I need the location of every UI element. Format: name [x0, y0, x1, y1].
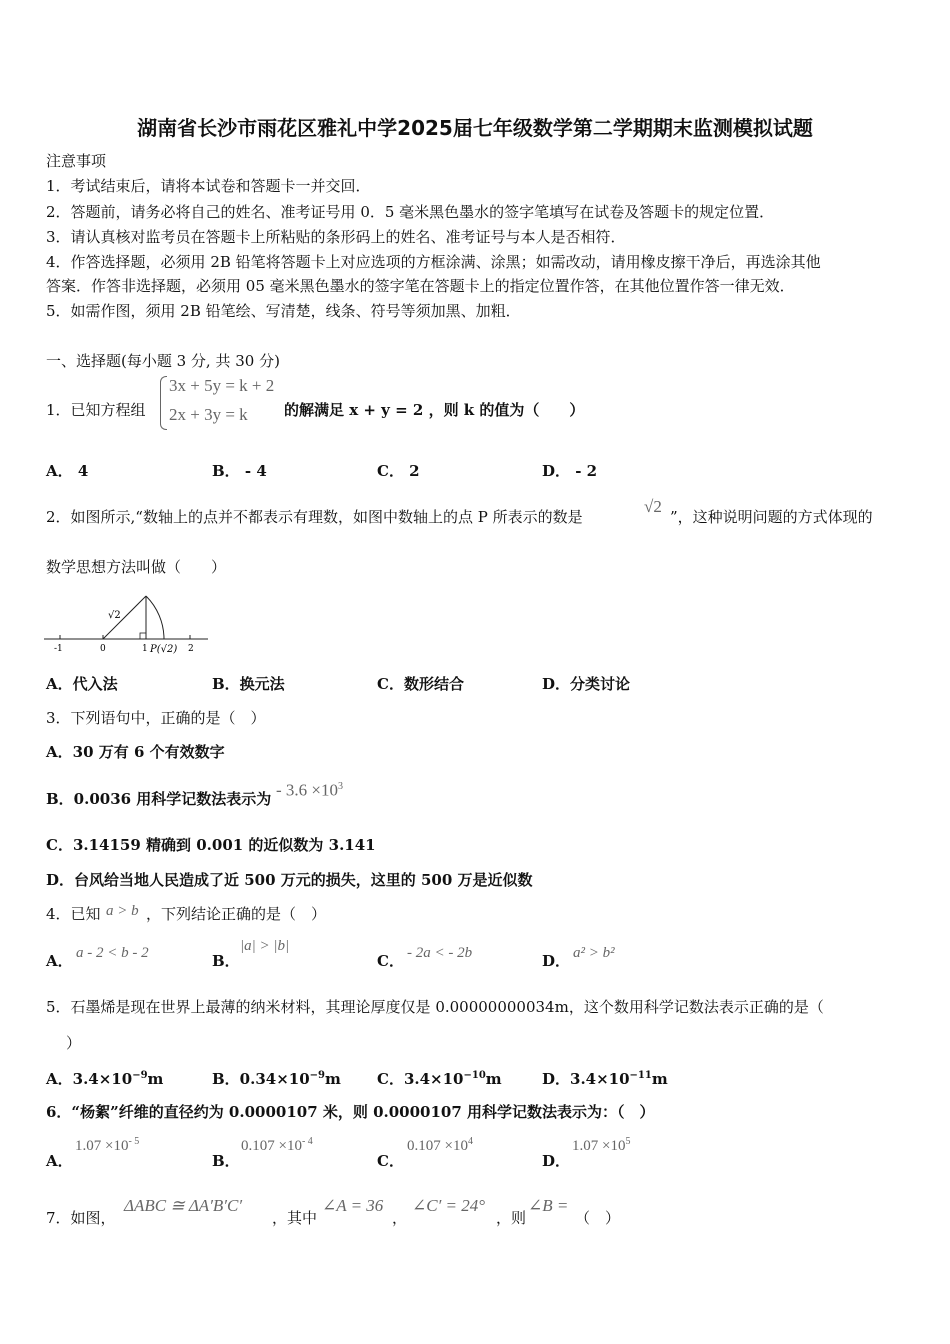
- q2-stem-b: ”，这种说明问题的方式体现的: [670, 508, 873, 526]
- q2-stem-c: 数学思想方法叫做（ ）: [46, 558, 227, 576]
- q1-option-a: A． 4: [46, 462, 89, 480]
- q6-label-d: D．: [542, 1152, 571, 1170]
- q3-stem: 3．下列语句中，正确的是（ ）: [46, 709, 266, 727]
- q7-stem-c: ，则: [496, 1209, 527, 1227]
- q7-sep: ，: [392, 1209, 408, 1227]
- q4-option-b: |a| > |b|: [240, 938, 290, 954]
- q5-option-d: [542, 1068, 668, 1089]
- q3-b-base: - 3.6 ×10: [276, 780, 338, 800]
- q4-label-b: B．: [212, 952, 240, 970]
- q6-d-exp: 5: [625, 1136, 631, 1147]
- point-p-label: P(√2): [150, 644, 178, 655]
- q7-stem-d: （ ）: [575, 1209, 621, 1227]
- q3-option-c: C．3.14159 精确到 0.001 的近似数为 3.141: [46, 836, 376, 854]
- q5-d-unit: m: [651, 1070, 668, 1088]
- q6-b-exp: - 4: [301, 1136, 313, 1147]
- q5-c-exp: −10: [463, 1070, 486, 1081]
- q6-label-b: B．: [212, 1152, 240, 1170]
- q4-option-d: a² > b²: [573, 945, 615, 961]
- q4-stem-a: 4．已知: [46, 905, 101, 923]
- q5-option-a: [46, 1068, 163, 1089]
- q3-b-exp: 3: [338, 781, 343, 792]
- q4-option-c: - 2a < - 2b: [407, 945, 473, 961]
- q1-prefix: 1．已知方程组: [46, 401, 146, 419]
- q7-stem-b: ，其中: [272, 1209, 318, 1227]
- notice-item: 2．答题前，请务必将自己的姓名、准考证号用 0．5 毫米黑色墨水的签字笔填写在试卷及答题卡的规定位置．: [46, 203, 775, 221]
- q5-option-b: [212, 1068, 341, 1089]
- sqrt-label: √2: [108, 610, 121, 621]
- q1-option-b: B． - 4: [212, 462, 267, 480]
- q7-angle-a: ∠A = 36: [322, 1196, 384, 1215]
- q2-option-b: B．换元法: [212, 675, 285, 693]
- q5-stem-a: 5．石墨烯是现在世界上最薄的纳米材料，其理论厚度仅是 0.00000000034m，这个数用科学记数法表示正确的是（: [46, 998, 824, 1016]
- q6-c-base: 0.107 ×10: [407, 1138, 468, 1154]
- q6-stem: 6．“杨絮”纤维的直径约为 0.0000107 米，则 0.0000107 用科学记数法表示为：（ ）: [46, 1103, 655, 1121]
- q2-option-c: C．数形结合: [377, 675, 464, 693]
- right-angle-mark: [140, 633, 146, 639]
- tick-label: -1: [54, 644, 63, 654]
- arc: [146, 596, 164, 639]
- q6-c-exp: 4: [467, 1136, 473, 1147]
- q5-b-label: B．0.34×10: [212, 1070, 310, 1088]
- q4-label-d: D．: [542, 952, 571, 970]
- q5-d-label: D．3.4×10: [542, 1070, 630, 1088]
- q5-option-c: [377, 1068, 502, 1089]
- q1-eq1: 3x + 5y = k + 2: [169, 376, 275, 395]
- q3-option-b: B．0.0036 用科学记数法表示为: [46, 790, 272, 808]
- notice-item: 4．作答选择题，必须用 2B 铅笔将答题卡上对应选项的方框涂满、涂黑；如需改动，请用橡皮擦干净后，再选涂其他: [46, 253, 821, 271]
- section-heading: 一、选择题(每小题 3 分, 共 30 分): [46, 352, 280, 370]
- q5-a-unit: m: [147, 1070, 164, 1088]
- page-title: 湖南省长沙市雨花区雅礼中学2025届七年级数学第二学期期末监测模拟试题: [137, 116, 813, 140]
- q3-option-b-math: [276, 776, 343, 802]
- tick-label: 2: [188, 644, 194, 654]
- q7-stem-a: 7．如图，: [46, 1209, 116, 1227]
- q5-b-exp: −9: [309, 1070, 325, 1081]
- q2-stem-a: 2．如图所示,“数轴上的点并不都表示有理数，如图中数轴上的点 P 所表示的数是: [46, 508, 583, 526]
- q5-stem-b: ）: [66, 1034, 82, 1052]
- q6-option-c: [407, 1136, 473, 1155]
- notice-item: 1．考试结束后，请将本试卷和答题卡一并交回．: [46, 177, 371, 195]
- q5-c-unit: m: [485, 1070, 502, 1088]
- q4-option-a: a - 2 < b - 2: [76, 945, 149, 961]
- q5-b-unit: m: [325, 1070, 341, 1088]
- notice-item: 5．如需作图，须用 2B 铅笔绘、写清楚，线条、符号等须加黑、加粗．: [46, 302, 521, 320]
- q4-cond: a > b: [106, 903, 139, 919]
- q6-d-base: 1.07 ×10: [572, 1138, 626, 1154]
- q7-congruence: ΔABC ≅ ΔA′B′C′: [124, 1196, 243, 1215]
- q5-d-exp: −11: [629, 1070, 652, 1081]
- q1-stem: 的解满足 x + y = 2 ，则 k 的值为（ ）: [284, 401, 585, 419]
- q1-option-c: C． 2: [377, 462, 420, 480]
- q5-c-label: C．3.4×10: [377, 1070, 464, 1088]
- q2-sqrt: √2: [644, 497, 662, 516]
- notice-item: 3．请认真核对监考员在答题卡上所粘贴的条形码上的姓名、准考证号与本人是否相符．: [46, 228, 626, 246]
- q4-label-a: A．: [46, 952, 73, 970]
- brace-icon: [160, 376, 167, 430]
- q6-option-a: [75, 1136, 139, 1155]
- notice-item: 答案．作答非选择题，必须用 05 毫米黑色墨水的签字笔在答题卡上的指定位置作答，在其他位置作答一律无效．: [46, 277, 795, 295]
- notice-heading: 注意事项: [46, 152, 107, 170]
- q1-eq2: 2x + 3y = k: [169, 405, 248, 424]
- q2-option-a: A．代入法: [46, 675, 118, 693]
- number-line-figure: [40, 588, 215, 660]
- q5-a-exp: −9: [132, 1070, 148, 1081]
- q6-a-base: 1.07 ×10: [75, 1138, 129, 1154]
- q2-option-d: D．分类讨论: [542, 675, 631, 693]
- q6-label-a: A．: [46, 1152, 73, 1170]
- q3-option-a: A．30 万有 6 个有效数字: [46, 743, 225, 761]
- q5-a-label: A．3.4×10: [46, 1070, 133, 1088]
- q7-angle-b: ∠B =: [528, 1196, 569, 1215]
- q6-a-exp: - 5: [128, 1136, 140, 1147]
- q6-b-base: 0.107 ×10: [241, 1138, 302, 1154]
- q6-label-c: C．: [377, 1152, 404, 1170]
- q1-option-d: D． - 2: [542, 462, 598, 480]
- q7-angle-c: ∠C′ = 24°: [412, 1196, 486, 1215]
- q3-option-d: D．台风给当地人民造成了近 500 万元的损失，这里的 500 万是近似数: [46, 871, 533, 889]
- tick-label: 1: [142, 644, 148, 654]
- q4-label-c: C．: [377, 952, 404, 970]
- q6-option-d: [572, 1136, 630, 1155]
- tick-label: 0: [100, 644, 106, 654]
- q6-option-b: [241, 1136, 313, 1155]
- q4-stem-b: ，下列结论正确的是（ ）: [146, 905, 327, 923]
